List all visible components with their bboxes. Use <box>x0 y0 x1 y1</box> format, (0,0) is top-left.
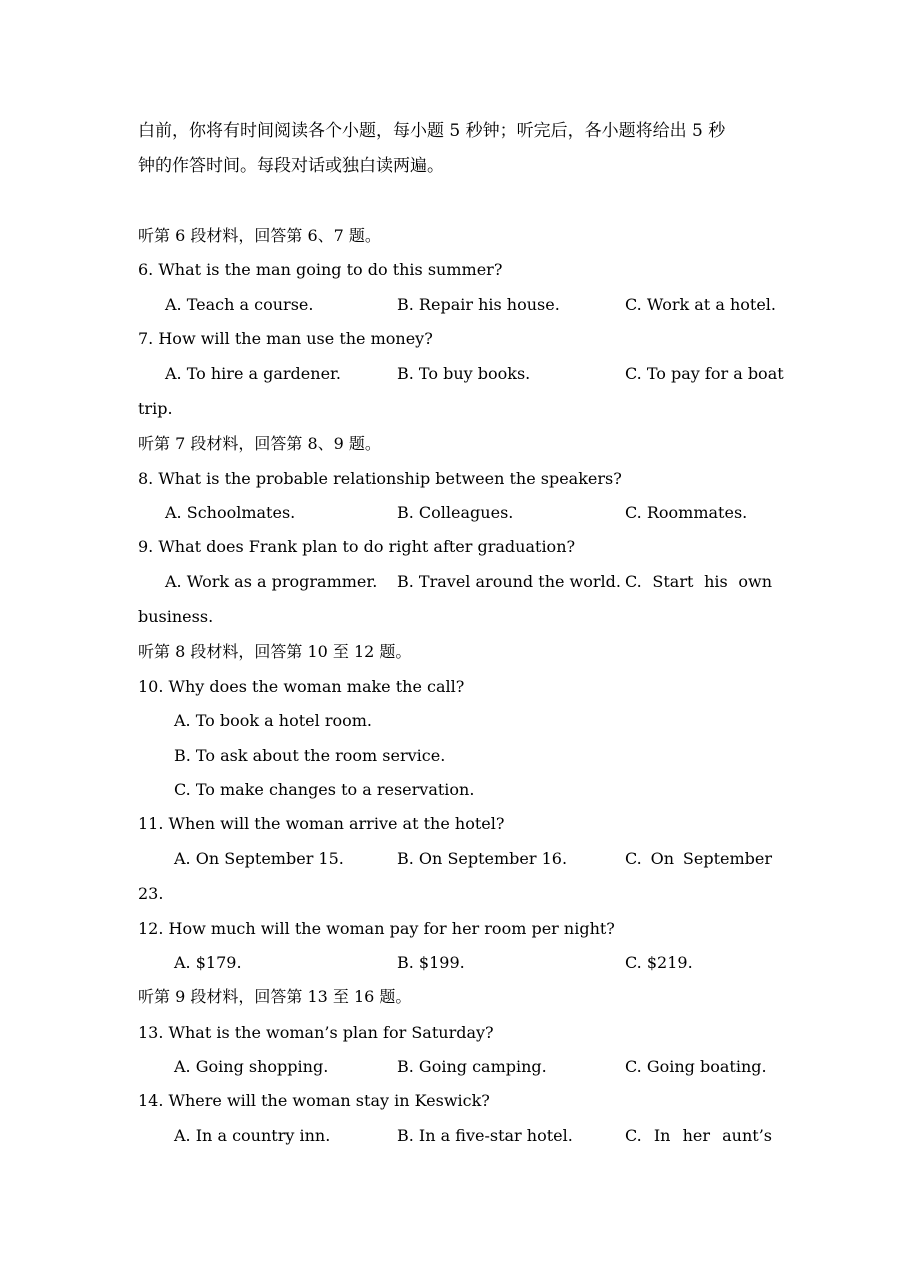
question-14-option-c: C. In her aunt’s <box>625 1126 772 1145</box>
question-7-option-b: B. To buy books. <box>397 364 531 383</box>
question-10-option-c: C. To make changes to a reservation. <box>174 780 475 799</box>
question-9-option-c: C. Start his own <box>625 572 772 591</box>
question-7-stem: 7. How will the man use the money? <box>138 329 433 348</box>
question-7-option-c-continued: trip. <box>138 399 173 418</box>
question-14-option-b: B. In a five-star hotel. <box>397 1126 573 1145</box>
question-9-option-a: A. Work as a programmer. <box>165 572 378 591</box>
section-heading-9: 听第 9 段材料，回答第 13 至 16 题。 <box>138 987 412 1006</box>
question-6-option-c: C. Work at a hotel. <box>625 295 776 314</box>
question-11-option-c: C. On September <box>625 849 772 868</box>
question-12-option-b: B. $199. <box>397 953 465 972</box>
question-6-option-a: A. Teach a course. <box>165 295 314 314</box>
question-10-option-a: A. To book a hotel room. <box>174 711 372 730</box>
question-13-stem: 13. What is the woman’s plan for Saturday? <box>138 1023 494 1042</box>
question-13-option-a: A. Going shopping. <box>174 1057 329 1076</box>
question-7-option-c: C. To pay for a boat <box>625 364 784 383</box>
question-11-option-c-continued: 23. <box>138 884 164 903</box>
question-12-option-c: C. $219. <box>625 953 693 972</box>
question-9-stem: 9. What does Frank plan to do right after graduation? <box>138 537 576 556</box>
intro-line-1: 白前，你将有时间阅读各个小题，每小题 5 秒钟；听完后，各小题将给出 5 秒 <box>138 121 726 141</box>
question-11-option-a: A. On September 15. <box>174 849 344 868</box>
question-7-option-a: A. To hire a gardener. <box>165 364 342 383</box>
question-14-option-a: A. In a country inn. <box>174 1126 331 1145</box>
section-heading-8: 听第 8 段材料，回答第 10 至 12 题。 <box>138 642 412 661</box>
question-8-stem: 8. What is the probable relationship between the speakers? <box>138 469 622 488</box>
question-13-option-c: C. Going boating. <box>625 1057 767 1076</box>
question-6-option-b: B. Repair his house. <box>397 295 560 314</box>
section-heading-7: 听第 7 段材料，回答第 8、9 题。 <box>138 434 381 453</box>
question-9-option-c-continued: business. <box>138 607 214 626</box>
question-8-option-a: A. Schoolmates. <box>165 503 296 522</box>
section-heading-6: 听第 6 段材料，回答第 6、7 题。 <box>138 226 381 245</box>
question-12-option-a: A. $179. <box>174 953 242 972</box>
question-8-option-c: C. Roommates. <box>625 503 748 522</box>
question-14-stem: 14. Where will the woman stay in Keswick? <box>138 1091 490 1110</box>
question-11-stem: 11. When will the woman arrive at the hotel? <box>138 814 505 833</box>
question-13-option-b: B. Going camping. <box>397 1057 547 1076</box>
question-9-option-b: B. Travel around the world. <box>397 572 621 591</box>
question-10-option-b: B. To ask about the room service. <box>174 746 446 765</box>
question-12-stem: 12. How much will the woman pay for her room per night? <box>138 919 615 938</box>
question-10-stem: 10. Why does the woman make the call? <box>138 677 465 696</box>
question-8-option-b: B. Colleagues. <box>397 503 514 522</box>
question-6-stem: 6. What is the man going to do this summer? <box>138 260 503 279</box>
question-11-option-b: B. On September 16. <box>397 849 568 868</box>
intro-line-2: 钟的作答时间。每段对话或独白读两遍。 <box>138 156 444 176</box>
